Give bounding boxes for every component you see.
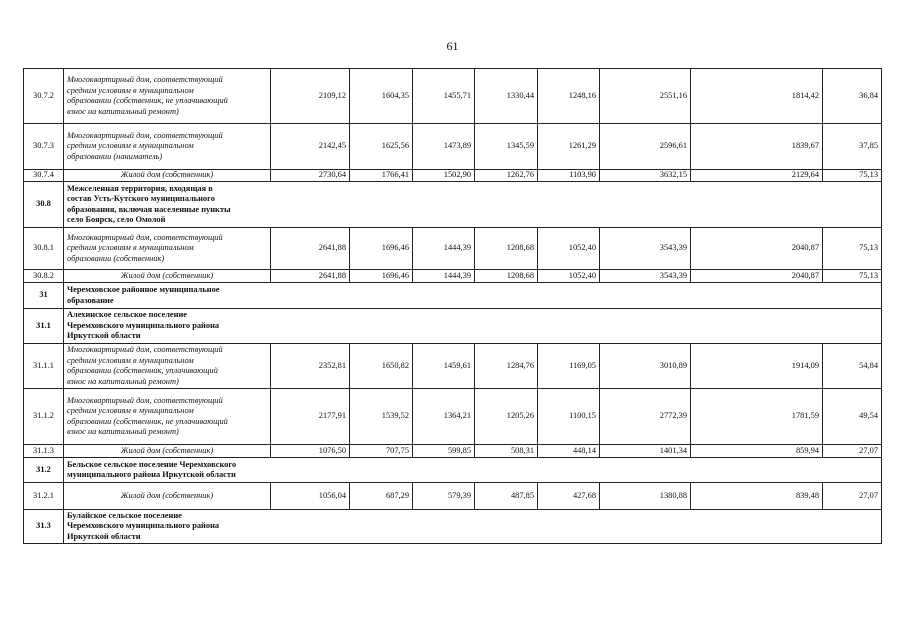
page-number: 61	[446, 39, 459, 53]
value-cell: 599,85	[413, 445, 475, 458]
value-cell: 1248,16	[538, 69, 600, 124]
value-cell: 1839,67	[691, 124, 823, 170]
row-description: Многоквартирный дом, соответствующий средним условиям в муниципальном образовании (собственник, не уплачивающий взнос на капитальный ремонт)	[67, 75, 228, 116]
value-cell: 859,94	[691, 445, 823, 458]
description-cell	[64, 389, 271, 445]
value-cell: 1208,68	[475, 270, 538, 283]
section-header-row	[24, 309, 882, 344]
value-cell: 2040,87	[691, 270, 823, 283]
row-number: 31.1.3	[24, 445, 64, 458]
value-cell: 36,84	[823, 69, 882, 124]
row-number: 30.7.2	[24, 69, 64, 124]
value-cell: 448,14	[538, 445, 600, 458]
value-cell: 508,31	[475, 445, 538, 458]
row-number: 30.7.4	[24, 170, 64, 182]
value-cell: 75,13	[823, 170, 882, 182]
value-cell: 707,75	[350, 445, 413, 458]
value-cell: 1539,52	[350, 389, 413, 445]
value-cell: 2551,16	[600, 69, 691, 124]
row-number: 31.1	[24, 309, 64, 344]
value-cell: 49,54	[823, 389, 882, 445]
value-cell: 1604,35	[350, 69, 413, 124]
description-cell	[64, 445, 271, 458]
section-title: Межселенная территория, входящая в состав Усть-Кутского муниципального образования, включая населенные пункты село Боярск, село Омолой	[67, 183, 231, 224]
section-title: Бельское сельское поселение Черемховского муниципального района Иркутской области	[67, 459, 237, 479]
value-cell: 1650,82	[350, 344, 413, 389]
section-header-row	[24, 458, 882, 483]
value-cell: 3632,15	[600, 170, 691, 182]
section-header-row	[24, 182, 882, 228]
value-cell: 579,39	[413, 483, 475, 510]
value-cell: 75,13	[823, 270, 882, 283]
section-header-row	[24, 283, 882, 309]
table-row	[24, 170, 882, 182]
row-description: Многоквартирный дом, соответствующий средним условиям в муниципальном образовании (наниматель)	[67, 130, 223, 161]
value-cell: 1208,68	[475, 228, 538, 270]
value-cell: 2040,87	[691, 228, 823, 270]
value-cell: 3543,39	[600, 270, 691, 283]
value-cell: 2352,81	[271, 344, 350, 389]
table-row	[24, 344, 882, 389]
row-number: 31	[24, 283, 64, 309]
value-cell: 1473,89	[413, 124, 475, 170]
row-description: Жилой дом (собственник)	[120, 445, 214, 455]
row-description: Многоквартирный дом, соответствующий средним условиям в муниципальном образовании (собственник, уплачивающий взнос на капитальный ремонт)	[67, 345, 223, 386]
section-title-cell	[64, 283, 882, 309]
row-number: 30.8.1	[24, 228, 64, 270]
value-cell: 687,29	[350, 483, 413, 510]
section-title-cell	[64, 458, 882, 483]
row-number: 31.2.1	[24, 483, 64, 510]
table-row	[24, 483, 882, 510]
value-cell: 2772,39	[600, 389, 691, 445]
table-row	[24, 124, 882, 170]
value-cell: 2129,64	[691, 170, 823, 182]
row-description: Многоквартирный дом, соответствующий средним условиям в муниципальном образовании (собственник)	[67, 232, 223, 263]
value-cell: 1076,50	[271, 445, 350, 458]
value-cell: 27,07	[823, 483, 882, 510]
value-cell: 2641,88	[271, 270, 350, 283]
value-cell: 427,68	[538, 483, 600, 510]
value-cell: 1814,42	[691, 69, 823, 124]
row-number: 31.1.1	[24, 344, 64, 389]
value-cell: 37,85	[823, 124, 882, 170]
value-cell: 1625,56	[350, 124, 413, 170]
value-cell: 54,84	[823, 344, 882, 389]
row-number: 31.3	[24, 510, 64, 544]
value-cell: 1284,76	[475, 344, 538, 389]
value-cell: 1766,41	[350, 170, 413, 182]
description-cell	[64, 170, 271, 182]
value-cell: 27,07	[823, 445, 882, 458]
value-cell: 2109,12	[271, 69, 350, 124]
value-cell: 2177,91	[271, 389, 350, 445]
table-row	[24, 228, 882, 270]
value-cell: 1502,90	[413, 170, 475, 182]
section-title: Алехинское сельское поселение Черемховского муниципального района Иркутской области	[67, 310, 220, 341]
description-cell	[64, 483, 271, 510]
section-title: Булайское сельское поселение Черемховского муниципального района Иркутской области	[67, 510, 220, 541]
description-cell	[64, 228, 271, 270]
row-number: 30.8.2	[24, 270, 64, 283]
value-cell: 1914,09	[691, 344, 823, 389]
value-cell: 1696,46	[350, 270, 413, 283]
row-number: 31.1.2	[24, 389, 64, 445]
value-cell: 1205,26	[475, 389, 538, 445]
tariff-table	[23, 68, 882, 544]
description-cell	[64, 69, 271, 124]
value-cell: 1103,90	[538, 170, 600, 182]
row-number: 30.8	[24, 182, 64, 228]
row-number: 31.2	[24, 458, 64, 483]
value-cell: 2142,45	[271, 124, 350, 170]
value-cell: 1345,59	[475, 124, 538, 170]
value-cell: 2596,61	[600, 124, 691, 170]
row-description: Жилой дом (собственник)	[120, 490, 214, 500]
table-body	[24, 69, 882, 544]
value-cell: 1380,88	[600, 483, 691, 510]
row-description: Жилой дом (собственник)	[120, 270, 214, 280]
section-title: Черемховское районное муниципальное образование	[67, 285, 220, 305]
table-row	[24, 445, 882, 458]
value-cell: 2641,88	[271, 228, 350, 270]
value-cell: 1696,46	[350, 228, 413, 270]
section-title-cell	[64, 182, 882, 228]
value-cell: 1444,39	[413, 270, 475, 283]
value-cell: 75,13	[823, 228, 882, 270]
value-cell: 1364,21	[413, 389, 475, 445]
value-cell: 3543,39	[600, 228, 691, 270]
row-description: Многоквартирный дом, соответствующий средним условиям в муниципальном образовании (собственник, не уплачивающий взнос на капитальный ремонт)	[67, 395, 228, 436]
value-cell: 839,48	[691, 483, 823, 510]
value-cell: 1261,29	[538, 124, 600, 170]
value-cell: 1781,59	[691, 389, 823, 445]
table-row	[24, 389, 882, 445]
row-number: 30.7.3	[24, 124, 64, 170]
table-row	[24, 270, 882, 283]
value-cell: 1056,04	[271, 483, 350, 510]
value-cell: 1052,40	[538, 228, 600, 270]
value-cell: 1444,39	[413, 228, 475, 270]
value-cell: 1455,71	[413, 69, 475, 124]
description-cell	[64, 344, 271, 389]
value-cell: 1330,44	[475, 69, 538, 124]
value-cell: 1459,61	[413, 344, 475, 389]
value-cell: 1401,34	[600, 445, 691, 458]
description-cell	[64, 270, 271, 283]
value-cell: 1052,40	[538, 270, 600, 283]
value-cell: 487,85	[475, 483, 538, 510]
value-cell: 1100,15	[538, 389, 600, 445]
section-header-row	[24, 510, 882, 544]
section-title-cell	[64, 309, 882, 344]
value-cell: 1169,05	[538, 344, 600, 389]
row-description: Жилой дом (собственник)	[120, 170, 214, 180]
section-title-cell	[64, 510, 882, 544]
value-cell: 3010,89	[600, 344, 691, 389]
description-cell	[64, 124, 271, 170]
value-cell: 1262,76	[475, 170, 538, 182]
value-cell: 2730,64	[271, 170, 350, 182]
table-row	[24, 69, 882, 124]
